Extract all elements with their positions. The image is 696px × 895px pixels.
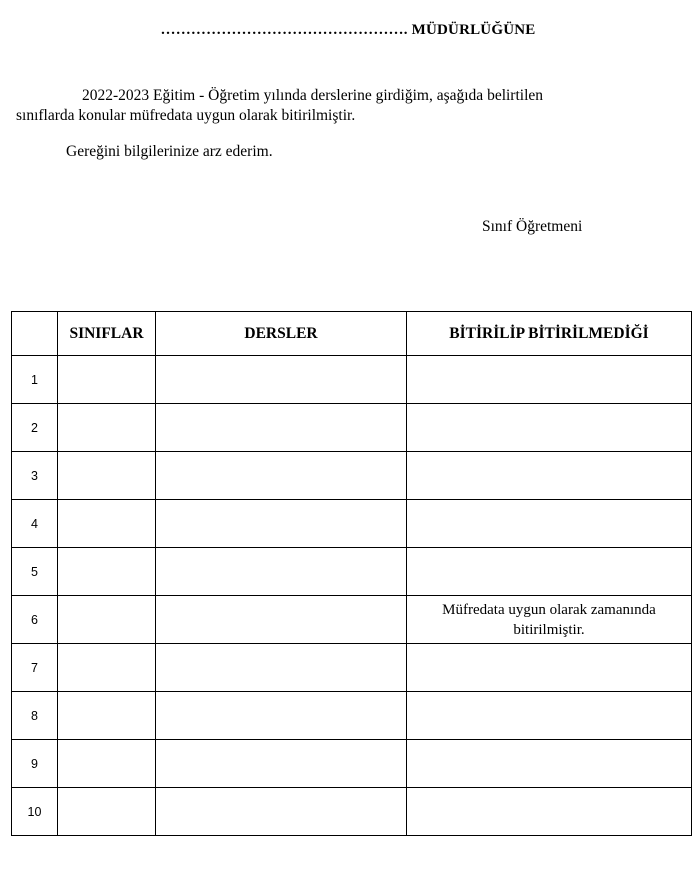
completion-cell[interactable] [407,788,692,836]
row-number: 2 [12,404,58,452]
lesson-cell[interactable] [156,356,407,404]
class-cell[interactable] [58,596,156,644]
completion-cell[interactable] [407,548,692,596]
table-row [12,548,692,596]
completion-cell[interactable]: Müfredata uygun olarak zamanında bitirilmiştir. [407,596,692,644]
row-number: 6 [12,596,58,644]
completion-cell[interactable] [407,692,692,740]
table-row [12,500,692,548]
row-number: 3 [12,452,58,500]
lesson-cell[interactable] [156,596,407,644]
class-cell[interactable] [58,692,156,740]
class-cell[interactable] [58,452,156,500]
completion-cell[interactable] [407,452,692,500]
completion-cell[interactable] [407,740,692,788]
completion-cell[interactable] [407,500,692,548]
header-completion: BİTİRİLİP BİTİRİLMEDİĞİ [407,312,692,356]
lesson-cell[interactable] [156,404,407,452]
paragraph-line-1: 2022-2023 Eğitim - Öğretim yılında derslerine girdiğim, aşağıda belirtilen [82,87,544,104]
row-number: 8 [12,692,58,740]
row-number: 7 [12,644,58,692]
lesson-cell[interactable] [156,692,407,740]
table-row [12,740,692,788]
row-number: 10 [12,788,58,836]
signature-title: Sınıf Öğretmeni [482,218,583,235]
class-cell[interactable] [58,404,156,452]
lesson-cell[interactable] [156,644,407,692]
class-cell[interactable] [58,548,156,596]
completion-cell[interactable] [407,404,692,452]
completion-cell[interactable] [407,356,692,404]
class-cell[interactable] [58,644,156,692]
row-number: 9 [12,740,58,788]
table-row [12,596,692,644]
lesson-cell[interactable] [156,500,407,548]
header-lessons: DERSLER [156,312,407,356]
class-cell[interactable] [58,356,156,404]
table-header-row [12,312,692,356]
lesson-table [11,311,692,836]
class-cell[interactable] [58,740,156,788]
lesson-cell[interactable] [156,452,407,500]
class-cell[interactable] [58,788,156,836]
table-row [12,452,692,500]
lesson-cell[interactable] [156,548,407,596]
table-row [12,356,692,404]
body-paragraph [16,86,636,126]
table-row [12,644,692,692]
table-row [12,788,692,836]
paragraph-line-2: sınıflarda konular müfredata uygun olarak bitirilmiştir. [16,107,356,124]
class-cell[interactable] [58,500,156,548]
row-number: 1 [12,356,58,404]
lesson-cell[interactable] [156,740,407,788]
table-row [12,404,692,452]
table-row [12,692,692,740]
completion-cell[interactable] [407,644,692,692]
row-number: 4 [12,500,58,548]
header-classes: SINIFLAR [58,312,156,356]
row-number: 5 [12,548,58,596]
document-heading: …………………………………………. MÜDÜRLÜĞÜNE [160,22,536,38]
header-number [12,312,58,356]
lesson-cell[interactable] [156,788,407,836]
closing-sentence: Gereğini bilgilerinize arz ederim. [66,143,273,160]
